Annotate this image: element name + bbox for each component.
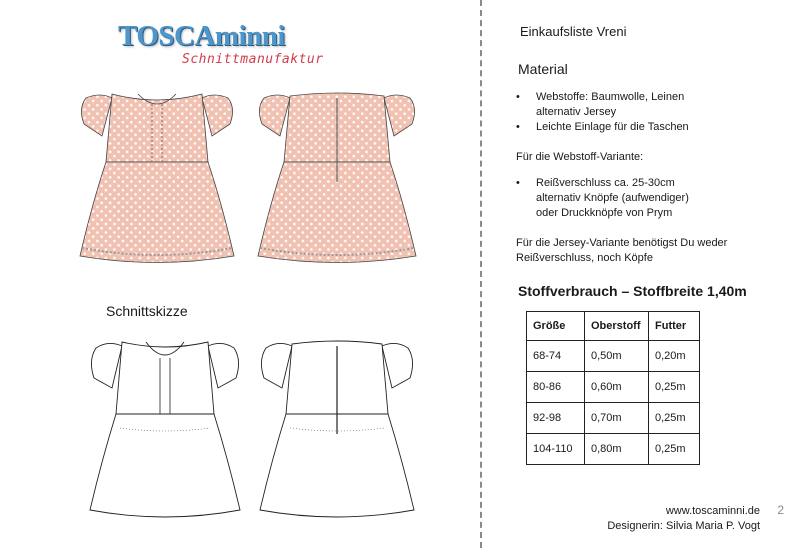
material-item-line: alternativ Jersey xyxy=(536,106,617,118)
table-header-size: Größe xyxy=(527,312,585,341)
table-cell: 0,25m xyxy=(649,403,700,434)
table-header-outer-fabric: Oberstoff xyxy=(585,312,649,341)
table-cell: 68-74 xyxy=(527,341,585,372)
dress-front-line-sketch xyxy=(80,334,250,530)
webstoff-intro: Für die Webstoff-Variante: xyxy=(516,151,644,163)
table-cell: 0,80m xyxy=(585,434,649,465)
table-row xyxy=(527,434,700,465)
webstoff-item-line: oder Druckknöpfe von Prym xyxy=(536,207,673,219)
table-cell: 0,20m xyxy=(649,341,700,372)
jersey-note: Für die Jersey-Variante benötigst Du weder Reißverschluss, noch Köpfe xyxy=(516,237,728,264)
table-row xyxy=(527,403,700,434)
table-row xyxy=(527,341,700,372)
material-item xyxy=(514,90,689,120)
table-cell: 104-110 xyxy=(527,434,585,465)
webstoff-list xyxy=(514,176,689,221)
page-number: 2 xyxy=(777,503,784,517)
material-item-line: • Leichte Einlage für die Taschen xyxy=(536,121,689,133)
table-cell: 0,60m xyxy=(585,372,649,403)
logo-tagline: Schnittmanufaktur xyxy=(182,52,324,67)
material-item-line: • Webstoffe: Baumwolle, Leinen xyxy=(536,91,685,103)
table-header-lining: Futter xyxy=(649,312,700,341)
webstoff-item-line: alternativ Knöpfe (aufwendiger) xyxy=(536,192,689,204)
table-cell: 0,50m xyxy=(585,341,649,372)
fabric-usage-title: Stoffverbrauch – Stoffbreite 1,40m xyxy=(518,283,747,299)
page-divider xyxy=(480,0,482,548)
table-row xyxy=(527,372,700,403)
dress-back-colored-illustration xyxy=(252,84,422,284)
logo-brand-text: TOSCAminni xyxy=(118,20,285,52)
dress-front-colored-illustration xyxy=(72,84,242,284)
right-panel xyxy=(484,0,792,548)
material-item xyxy=(514,120,689,135)
table-cell: 0,25m xyxy=(649,434,700,465)
sketch-section-title: Schnittskizze xyxy=(106,303,188,319)
table-cell: 92-98 xyxy=(527,403,585,434)
dress-back-line-sketch xyxy=(252,334,422,530)
fabric-usage-table xyxy=(526,311,700,465)
table-cell: 80-86 xyxy=(527,372,585,403)
footer-designer: Designerin: Silvia Maria P. Vogt xyxy=(607,520,760,532)
material-list xyxy=(514,90,689,135)
table-header-row xyxy=(527,312,700,341)
table-cell: 0,70m xyxy=(585,403,649,434)
table-cell: 0,25m xyxy=(649,372,700,403)
brand-logo xyxy=(118,20,348,75)
document-title: Einkaufsliste Vreni xyxy=(520,24,627,39)
material-section-title: Material xyxy=(518,61,568,77)
webstoff-item-line: • Reißverschluss ca. 25-30cm xyxy=(536,177,675,189)
footer-website: www.toscaminni.de xyxy=(665,505,760,517)
webstoff-item xyxy=(514,176,689,221)
